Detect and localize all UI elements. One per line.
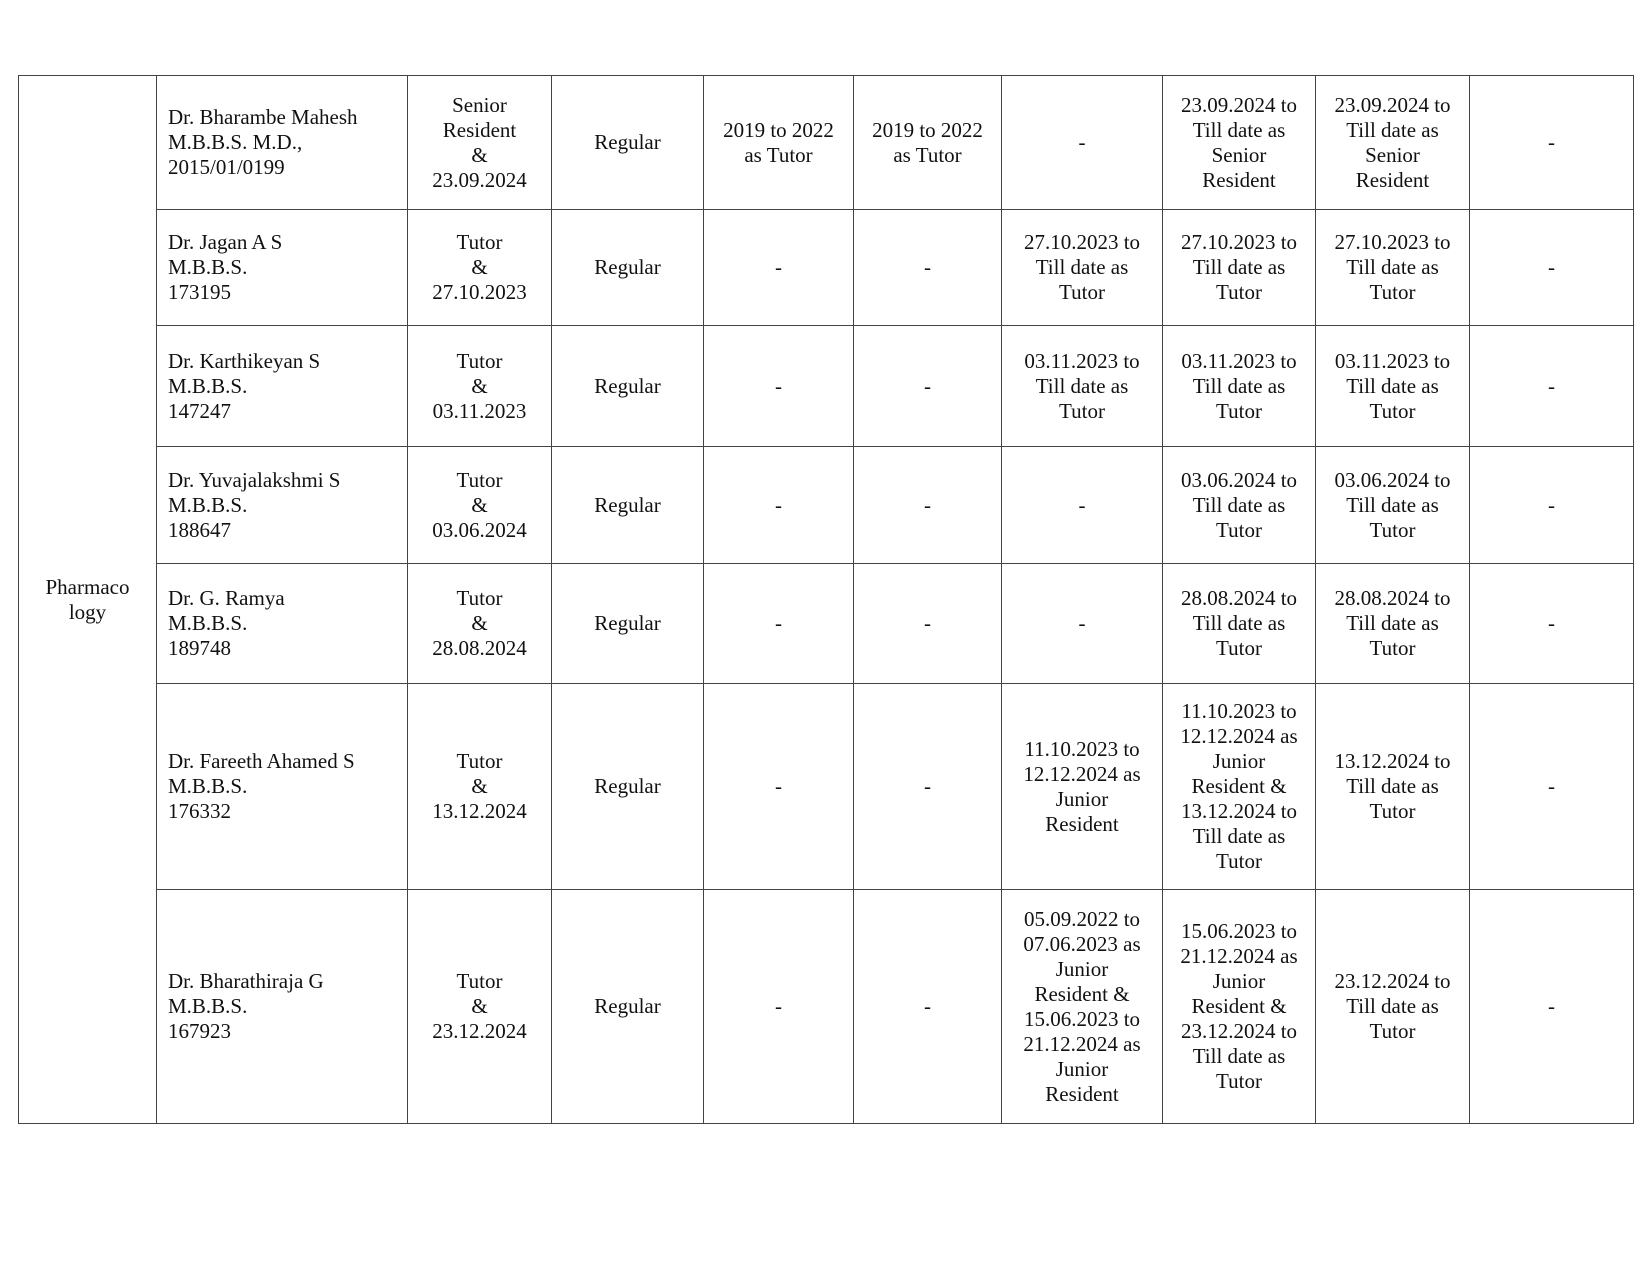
table-row bbox=[19, 890, 1634, 1124]
table-row bbox=[19, 326, 1634, 447]
experience-cell: - bbox=[704, 447, 854, 564]
experience-cell: - bbox=[1470, 890, 1634, 1124]
experience-cell: - bbox=[704, 890, 854, 1124]
experience-cell: 03.06.2024 to Till date as Tutor bbox=[1163, 447, 1316, 564]
designation-cell: Tutor & 28.08.2024 bbox=[408, 564, 552, 684]
experience-cell: 13.12.2024 to Till date as Tutor bbox=[1316, 684, 1470, 890]
experience-cell: 03.06.2024 to Till date as Tutor bbox=[1316, 447, 1470, 564]
table-row bbox=[19, 210, 1634, 326]
experience-cell: - bbox=[1002, 76, 1163, 210]
designation-cell: Tutor & 27.10.2023 bbox=[408, 210, 552, 326]
experience-cell: - bbox=[704, 684, 854, 890]
faculty-name-cell: Dr. Karthikeyan S M.B.B.S. 147247 bbox=[157, 326, 408, 447]
table-row bbox=[19, 684, 1634, 890]
nature-cell: Regular bbox=[552, 684, 704, 890]
experience-cell: - bbox=[1002, 447, 1163, 564]
nature-cell: Regular bbox=[552, 564, 704, 684]
experience-cell: - bbox=[1470, 684, 1634, 890]
experience-cell: 27.10.2023 to Till date as Tutor bbox=[1163, 210, 1316, 326]
experience-cell: 23.09.2024 to Till date as Senior Resident bbox=[1163, 76, 1316, 210]
designation-cell: Tutor & 13.12.2024 bbox=[408, 684, 552, 890]
experience-cell: - bbox=[854, 684, 1002, 890]
experience-cell: 27.10.2023 to Till date as Tutor bbox=[1002, 210, 1163, 326]
nature-cell: Regular bbox=[552, 890, 704, 1124]
experience-cell: - bbox=[1470, 447, 1634, 564]
nature-cell: Regular bbox=[552, 447, 704, 564]
experience-cell: - bbox=[854, 326, 1002, 447]
faculty-name-cell: Dr. Fareeth Ahamed S M.B.B.S. 176332 bbox=[157, 684, 408, 890]
table-row bbox=[19, 76, 1634, 210]
experience-cell: - bbox=[1470, 210, 1634, 326]
nature-cell: Regular bbox=[552, 76, 704, 210]
experience-cell: 15.06.2023 to 21.12.2024 as Junior Resident & 23.12.2024 to Till date as Tutor bbox=[1163, 890, 1316, 1124]
department-cell: Pharmaco logy bbox=[19, 76, 157, 1124]
faculty-name-cell: Dr. G. Ramya M.B.B.S. 189748 bbox=[157, 564, 408, 684]
experience-cell: - bbox=[854, 564, 1002, 684]
faculty-name-cell: Dr. Bharambe Mahesh M.B.B.S. M.D., 2015/01/0199 bbox=[157, 76, 408, 210]
experience-cell: - bbox=[704, 564, 854, 684]
faculty-name-cell: Dr. Bharathiraja G M.B.B.S. 167923 bbox=[157, 890, 408, 1124]
experience-cell: - bbox=[854, 447, 1002, 564]
experience-cell: 05.09.2022 to 07.06.2023 as Junior Resident & 15.06.2023 to 21.12.2024 as Junior Resident bbox=[1002, 890, 1163, 1124]
experience-cell: 11.10.2023 to 12.12.2024 as Junior Resident & 13.12.2024 to Till date as Tutor bbox=[1163, 684, 1316, 890]
experience-cell: 23.12.2024 to Till date as Tutor bbox=[1316, 890, 1470, 1124]
experience-cell: 23.09.2024 to Till date as Senior Resident bbox=[1316, 76, 1470, 210]
experience-cell: 28.08.2024 to Till date as Tutor bbox=[1163, 564, 1316, 684]
designation-cell: Tutor & 03.06.2024 bbox=[408, 447, 552, 564]
designation-cell: Tutor & 23.12.2024 bbox=[408, 890, 552, 1124]
experience-cell: 27.10.2023 to Till date as Tutor bbox=[1316, 210, 1470, 326]
experience-cell: - bbox=[1470, 326, 1634, 447]
experience-cell: 11.10.2023 to 12.12.2024 as Junior Resident bbox=[1002, 684, 1163, 890]
experience-cell: 03.11.2023 to Till date as Tutor bbox=[1163, 326, 1316, 447]
experience-cell: 2019 to 2022 as Tutor bbox=[854, 76, 1002, 210]
experience-cell: 28.08.2024 to Till date as Tutor bbox=[1316, 564, 1470, 684]
table-row bbox=[19, 447, 1634, 564]
experience-cell: - bbox=[1470, 76, 1634, 210]
experience-cell: 03.11.2023 to Till date as Tutor bbox=[1002, 326, 1163, 447]
table-row bbox=[19, 564, 1634, 684]
faculty-name-cell: Dr. Jagan A S M.B.B.S. 173195 bbox=[157, 210, 408, 326]
nature-cell: Regular bbox=[552, 210, 704, 326]
designation-cell: Tutor & 03.11.2023 bbox=[408, 326, 552, 447]
experience-cell: - bbox=[854, 210, 1002, 326]
experience-cell: - bbox=[704, 210, 854, 326]
experience-cell: 03.11.2023 to Till date as Tutor bbox=[1316, 326, 1470, 447]
faculty-table bbox=[18, 75, 1634, 1124]
experience-cell: - bbox=[1470, 564, 1634, 684]
experience-cell: - bbox=[704, 326, 854, 447]
experience-cell: - bbox=[854, 890, 1002, 1124]
experience-cell: 2019 to 2022 as Tutor bbox=[704, 76, 854, 210]
faculty-name-cell: Dr. Yuvajalakshmi S M.B.B.S. 188647 bbox=[157, 447, 408, 564]
experience-cell: - bbox=[1002, 564, 1163, 684]
nature-cell: Regular bbox=[552, 326, 704, 447]
designation-cell: Senior Resident & 23.09.2024 bbox=[408, 76, 552, 210]
